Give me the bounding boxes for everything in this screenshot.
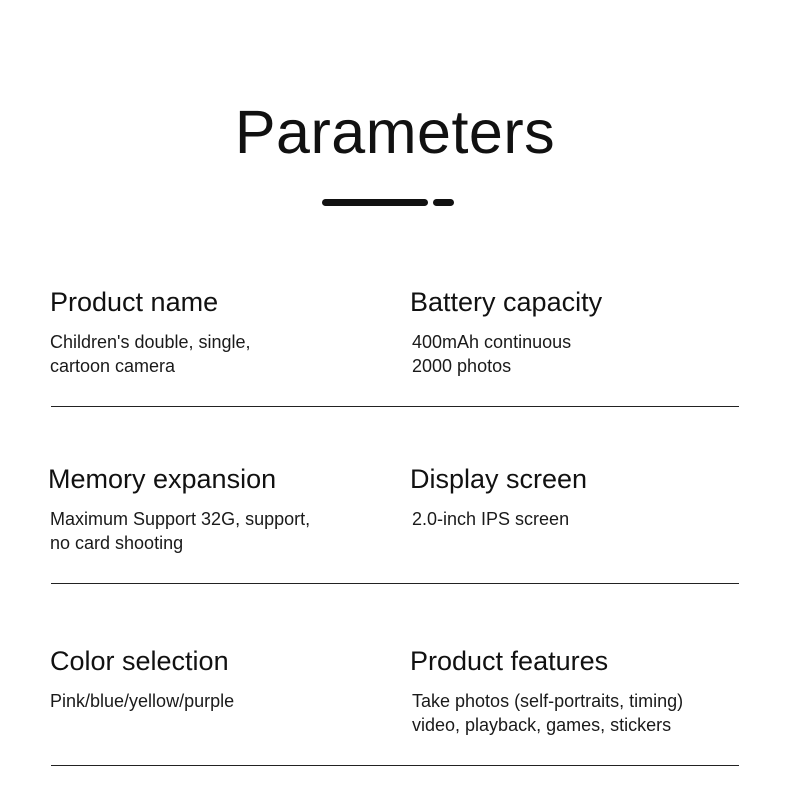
param-label-color-selection: Color selection	[50, 646, 229, 676]
param-value-line: Children's double, single,	[50, 332, 251, 352]
param-label-product-features: Product features	[410, 646, 609, 676]
param-label-display-screen: Display screen	[410, 464, 588, 494]
param-value-line: video, playback, games, stickers	[412, 715, 672, 735]
param-label-memory-expansion: Memory expansion	[48, 464, 277, 494]
param-value-battery-capacity	[412, 330, 571, 378]
row-divider	[51, 765, 739, 766]
underline-short-bar	[433, 199, 454, 206]
row-divider	[51, 406, 739, 407]
param-value-line: no card shooting	[50, 533, 184, 553]
underline-long-bar	[322, 199, 428, 206]
param-value-line: Pink/blue/yellow/purple	[50, 691, 235, 711]
param-label-battery-capacity: Battery capacity	[410, 287, 603, 317]
param-value-display-screen	[412, 507, 569, 531]
param-value-line: cartoon camera	[50, 356, 176, 376]
param-value-line: Maximum Support 32G, support,	[50, 509, 311, 529]
param-value-line: Take photos (self-portraits, timing)	[412, 691, 684, 711]
param-value-line: 2.0-inch IPS screen	[412, 509, 570, 529]
param-value-product-features	[412, 689, 683, 737]
param-value-color-selection	[50, 689, 234, 713]
param-value-line: 400mAh continuous	[412, 332, 572, 352]
page-title: Parameters	[234, 98, 556, 166]
param-label-product-name: Product name	[50, 287, 219, 317]
row-divider	[51, 583, 739, 584]
param-value-memory-expansion	[50, 507, 310, 555]
param-value-line: 2000 photos	[412, 356, 512, 376]
param-value-product-name	[50, 330, 251, 378]
